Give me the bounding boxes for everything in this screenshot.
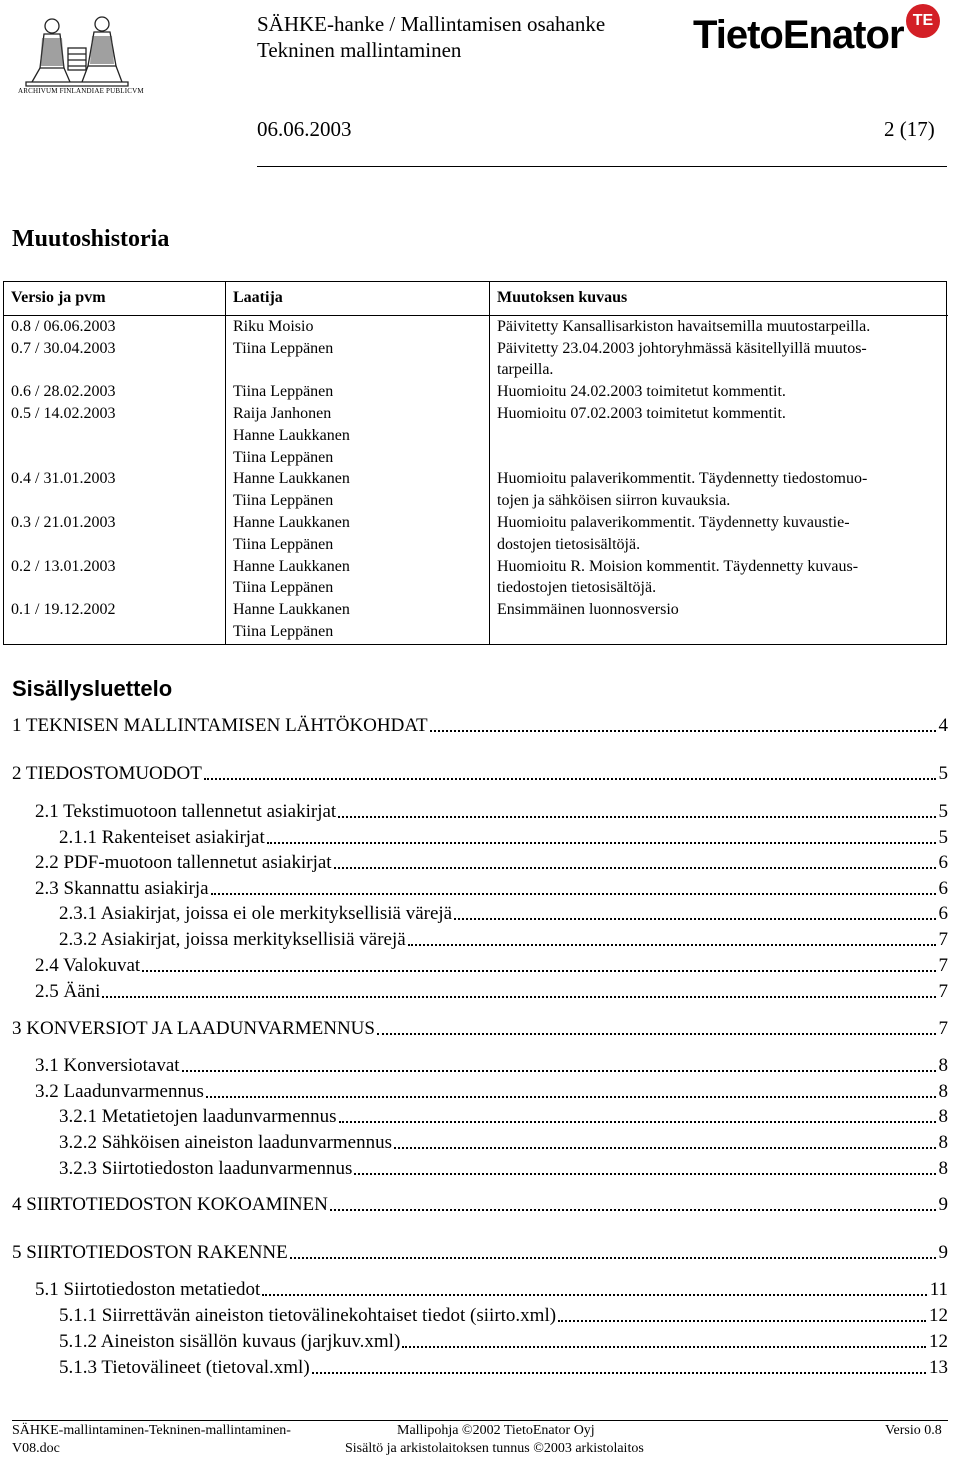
toc-leader-dots [339, 1120, 936, 1123]
history-description-line: tiedostojen tietosisältöjä. [497, 579, 657, 597]
toc-entry-level-2[interactable] [12, 851, 948, 875]
history-authors [225, 403, 489, 468]
footer-version: Versio 0.8 [885, 1423, 942, 1438]
toc-entry-level-2[interactable] [12, 1054, 948, 1078]
history-authors [225, 512, 489, 556]
toc-entry-level-3[interactable] [12, 1356, 948, 1380]
archive-logo [18, 8, 144, 96]
toc-leader-dots [334, 866, 936, 869]
archive-logo-caption: ARCHIVUM FINLANDIAE PUBLICVM [18, 87, 144, 95]
history-description-line: Huomioitu 07.02.2003 toimitetut kommentit. [497, 404, 786, 422]
toc-leader-dots [211, 892, 936, 895]
history-author: Hanne Laukkanen [233, 470, 350, 488]
toc-entry-text: 5.1.1 Siirrettävän aineiston tietovälinekohtaiset tiedot (siirto.xml) [59, 1305, 557, 1326]
toc-entry-text: 3.1 Konversiotavat [35, 1055, 180, 1076]
toc-entry-page: 9 [938, 1242, 948, 1263]
history-row [3, 403, 948, 468]
history-description [489, 315, 948, 337]
toc-leader-dots [312, 1371, 926, 1374]
toc-entry-text: 1 TEKNISEN MALLINTAMISEN LÄHTÖKOHDAT [12, 715, 428, 736]
footer-template: Mallipohja ©2002 TietoEnator Oyj [397, 1423, 595, 1438]
company-logo-text: TietoEnator [693, 13, 904, 57]
history-author: Tiina Leppänen [233, 383, 334, 401]
toc-entry-page: 8 [938, 1055, 948, 1076]
history-version: 0.3 / 21.01.2003 [11, 513, 116, 531]
toc-entry-page: 11 [929, 1279, 948, 1300]
toc-leader-dots [330, 1208, 936, 1211]
history-header-row [3, 281, 948, 315]
history-description-line: Huomioitu 24.02.2003 toimitetut kommentit. [497, 383, 786, 401]
history-authors [225, 338, 489, 382]
history-version: 0.2 / 13.01.2003 [11, 557, 116, 575]
toc-entry-page: 13 [929, 1357, 948, 1378]
history-version: 0.4 / 31.01.2003 [11, 470, 116, 488]
toc-leader-dots [558, 1319, 926, 1322]
company-logo [693, 10, 948, 60]
toc-entry-page: 4 [938, 715, 948, 736]
history-author: Tiina Leppänen [233, 492, 334, 510]
toc-leader-dots [408, 943, 936, 946]
company-badge: TE [906, 4, 940, 38]
header-title-line2: Tekninen mallintaminen [257, 38, 462, 62]
toc-entry-text: 3.2.1 Metatietojen laadunvarmennus [59, 1106, 337, 1127]
history-author: Tiina Leppänen [233, 339, 334, 357]
history-description [489, 468, 948, 512]
toc-entry-text: 3 KONVERSIOT JA LAADUNVARMENNUS [12, 1018, 375, 1039]
history-authors [225, 556, 489, 600]
toc-entry-page: 8 [938, 1106, 948, 1127]
history-description [489, 512, 948, 556]
toc-entry-page: 7 [938, 955, 948, 976]
toc-entry-level-1[interactable] [12, 1241, 948, 1265]
toc-entry-page: 8 [938, 1081, 948, 1102]
history-row [3, 512, 948, 556]
history-description [489, 556, 948, 600]
history-authors [225, 381, 489, 403]
toc-entry-level-1[interactable] [12, 762, 948, 786]
toc-entry-level-3[interactable] [12, 1330, 948, 1354]
toc-entry-level-3[interactable] [12, 1157, 948, 1181]
toc-leader-dots [338, 815, 935, 818]
toc-entry-level-1[interactable] [12, 1017, 948, 1041]
toc-entry-page: 5 [938, 801, 948, 822]
history-authors [225, 315, 489, 337]
history-row [3, 556, 948, 600]
history-author: Riku Moisio [233, 317, 314, 335]
toc-title: Sisällysluettelo [12, 676, 173, 701]
toc-leader-dots [354, 1172, 935, 1175]
toc-entry-text: 2.5 Ääni [35, 981, 101, 1002]
footer-content-copyright: Sisältö ja arkistolaitoksen tunnus ©2003 arkistolaitos [345, 1441, 644, 1456]
toc-entry-text: 3.2.2 Sähköisen aineiston laadunvarmennus [59, 1132, 392, 1153]
history-author: Tiina Leppänen [233, 579, 334, 597]
header-page-number: 2 (17) [884, 117, 935, 141]
history-description-line: dostojen tietosisältöjä. [497, 535, 641, 553]
toc-entry-text: 2.3 Skannattu asiakirja [35, 878, 209, 899]
toc-entry-page: 12 [929, 1331, 948, 1352]
toc-entry-text: 5.1.2 Aineiston sisällön kuvaus (jarjkuv.xml) [59, 1331, 401, 1352]
history-description [489, 381, 948, 403]
history-authors [225, 468, 489, 512]
history-col-description: Muutoksen kuvaus [489, 281, 948, 315]
toc-entry-page: 5 [938, 763, 948, 784]
history-description-line: Huomioitu palaverikommentit. Täydennetty kuvaustie- [497, 513, 850, 531]
history-description-line: tojen ja sähköisen siirron kuvauksia. [497, 492, 731, 510]
header-title-line1: SÄHKE-hanke / Mallintamisen osahanke [257, 12, 606, 36]
toc-leader-dots [290, 1256, 936, 1259]
toc-leader-dots [430, 729, 936, 732]
history-row [3, 381, 948, 403]
history-row [3, 338, 948, 382]
toc-leader-dots [454, 917, 935, 920]
toc-leader-dots [204, 777, 936, 780]
toc-entry-text: 3.2.3 Siirtotiedoston laadunvarmennus [59, 1158, 353, 1179]
toc-entry-level-3[interactable] [12, 1105, 948, 1129]
toc-entry-level-2[interactable] [12, 1080, 948, 1104]
history-description [489, 403, 948, 468]
toc-entry-text: 5.1.3 Tietovälineet (tietoval.xml) [59, 1357, 310, 1378]
history-description [489, 599, 948, 643]
toc-entry-page: 9 [938, 1194, 948, 1215]
toc-entry-page: 8 [938, 1132, 948, 1153]
toc-entry-level-1[interactable] [12, 714, 948, 738]
toc-entry-level-1[interactable] [12, 1193, 948, 1217]
toc-leader-dots [267, 841, 936, 844]
footer-rule [12, 1420, 948, 1421]
toc-entry-page: 6 [938, 903, 948, 924]
history-col-author: Laatija [225, 281, 489, 315]
history-author: Hanne Laukkanen [233, 557, 350, 575]
history-row [3, 315, 948, 337]
footer-filename-line2: V08.doc [12, 1441, 60, 1456]
toc-entry-page: 5 [938, 827, 948, 848]
toc-entry-level-3[interactable] [12, 902, 948, 926]
toc-leader-dots [394, 1146, 936, 1149]
history-version: 0.1 / 19.12.2002 [11, 601, 116, 619]
toc-entry-level-2[interactable] [12, 954, 948, 978]
header-date: 06.06.2003 [257, 117, 352, 141]
toc-entry-text: 2.4 Valokuvat [35, 955, 141, 976]
toc-entry-level-2[interactable] [12, 980, 948, 1004]
history-version: 0.5 / 14.02.2003 [11, 404, 116, 422]
history-version: 0.8 / 06.06.2003 [11, 317, 116, 335]
toc-entry-level-3[interactable] [12, 928, 948, 952]
toc-entry-level-2[interactable] [12, 1278, 948, 1302]
toc-leader-dots [206, 1095, 936, 1098]
history-row [3, 468, 948, 512]
toc-entry-text: 2 TIEDOSTOMUODOT [12, 763, 202, 784]
toc-entry-page: 7 [938, 1018, 948, 1039]
history-description-line: tarpeilla. [497, 361, 554, 379]
toc-entry-level-2[interactable] [12, 800, 948, 824]
toc-entry-page: 6 [938, 878, 948, 899]
history-author: Tiina Leppänen [233, 622, 334, 640]
toc-leader-dots [102, 995, 935, 998]
history-row [3, 599, 948, 643]
history-description-line: Huomioitu palaverikommentit. Täydennetty tiedostomuo- [497, 470, 868, 488]
history-authors [225, 599, 489, 643]
toc-entry-page: 7 [938, 981, 948, 1002]
footer-filename-line1: SÄHKE-mallintaminen-Tekninen-mallintaminen- [12, 1423, 291, 1438]
history-description-line: Huomioitu R. Moision kommentit. Täydennetty kuvaus- [497, 557, 859, 575]
history-description-line: Päivitetty Kansallisarkiston havaitsemilla muutostarpeilla. [497, 317, 871, 335]
toc-entry-level-3[interactable] [12, 1304, 948, 1328]
history-description [489, 338, 948, 382]
toc-leader-dots [182, 1069, 936, 1072]
toc-entry-level-2[interactable] [12, 877, 948, 901]
history-author: Hanne Laukkanen [233, 426, 350, 444]
history-title: Muutoshistoria [12, 226, 170, 252]
history-description-line: Ensimmäinen luonnosversio [497, 601, 679, 619]
history-author: Hanne Laukkanen [233, 513, 350, 531]
toc-entry-text: 5.1 Siirtotiedoston metatiedot [35, 1279, 261, 1300]
toc-entry-text: 2.3.1 Asiakirjat, joissa ei ole merkityksellisiä värejä [59, 903, 453, 924]
header-rule [257, 166, 947, 167]
toc-entry-page: 7 [938, 929, 948, 950]
history-version: 0.6 / 28.02.2003 [11, 383, 116, 401]
toc-entry-text: 5 SIIRTOTIEDOSTON RAKENNE [12, 1242, 288, 1263]
history-author: Raija Janhonen [233, 404, 332, 422]
toc-leader-dots [142, 969, 935, 972]
toc-entry-text: 2.2 PDF-muotoon tallennetut asiakirjat [35, 852, 332, 873]
history-description-line: Päivitetty 23.04.2003 johtoryhmässä käsitellyillä muutos- [497, 339, 867, 357]
toc-entry-page: 6 [938, 852, 948, 873]
toc-entry-page: 12 [929, 1305, 948, 1326]
toc-leader-dots [377, 1032, 936, 1035]
toc-entry-page: 8 [938, 1158, 948, 1179]
toc-leader-dots [262, 1293, 926, 1296]
history-version: 0.7 / 30.04.2003 [11, 339, 116, 357]
toc-entry-text: 2.3.2 Asiakirjat, joissa merkityksellisiä värejä [59, 929, 406, 950]
history-author: Hanne Laukkanen [233, 601, 350, 619]
history-author: Tiina Leppänen [233, 448, 334, 466]
toc-entry-level-3[interactable] [12, 1131, 948, 1155]
toc-entry-text: 2.1 Tekstimuotoon tallennetut asiakirjat [35, 801, 337, 822]
history-table [3, 281, 948, 643]
history-col-version: Versio ja pvm [3, 281, 225, 315]
toc-entry-text: 2.1.1 Rakenteiset asiakirjat [59, 827, 265, 848]
toc-entry-text: 3.2 Laadunvarmennus [35, 1081, 204, 1102]
toc-entry-text: 4 SIIRTOTIEDOSTON KOKOAMINEN [12, 1194, 328, 1215]
toc-entry-level-3[interactable] [12, 826, 948, 850]
toc-leader-dots [402, 1345, 926, 1348]
history-author: Tiina Leppänen [233, 535, 334, 553]
